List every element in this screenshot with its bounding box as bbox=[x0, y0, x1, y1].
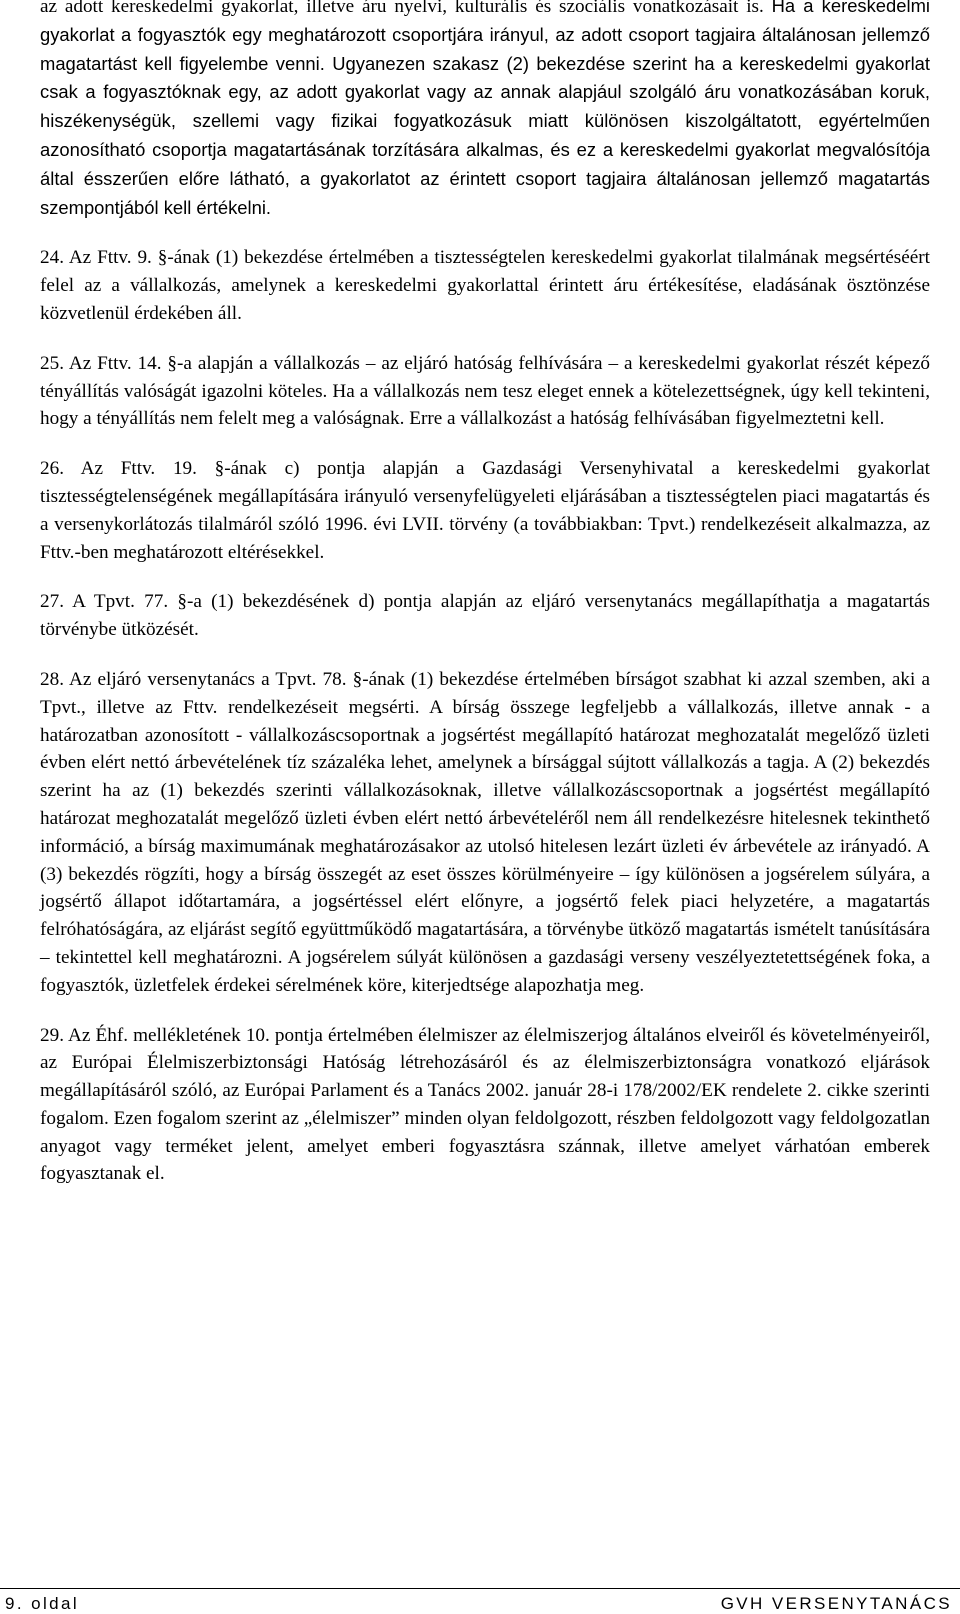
paragraph-29: 29. Az Éhf. mellékletének 10. pontja értelmében élelmiszer az élelmiszerjog általános elveiről és követelményeiről, az Európai Élelmiszerbiztonsági Hatóság létrehozásáról és az élelmiszerbiztonságra vonatkozó eljárások megállapításáról szóló, az Európai Parlament és a Tanács 2002. január 28-i 178/2002/EK rendelete 2. cikke szerinti fogalom. Ezen fogalom szerint az „élelmiszer” minden olyan feldolgozott, részben feldolgozott vagy feldolgozatlan anyagot vagy terméket jelent, amelyet emberi fogyasztásra szánnak, illetve amelyet várhatóan emberek fogyasztanak el. bbox=[40, 1024, 930, 1185]
page-number: 9. oldal bbox=[5, 1594, 80, 1613]
paragraph-sans-text: Ha a kereskedelmi gyakorlat a fogyasztók egy meghatározott csoportjára irányul, az adott csoport tagjaira általánosan jellemző magatartást kell figyelembe venni. Ugyanezen szakasz (2) bekezdése szerint ha a kereskedelmi gyakorlat csak a fogyasztóknak egy, az adott gyakorlat vagy az annak alapjául szolgáló áru vonatkozásában koruk, hiszékenységük, szellemi vagy fizikai fogyatkozásuk miatt különösen kiszolgáltatott, egyértelműen azonosítható csoportja magatartásának torzítására alkalmas, és ez a kereskedelmi gyakorlat megvalósítója által ésszerűen előre látható, a gyakorlatot az érintett csoport tagjaira általánosan jellemző magatartás szempontjából kell értékelni. bbox=[40, 0, 930, 218]
paragraph-26: 26. Az Fttv. 19. §-ának c) pontja alapján a Gazdasági Versenyhivatal a kereskedelmi gyakorlat tisztességtelenségének megállapítására irányuló versenyfelügyeleti eljárásában a tisztességtelen piaci magatartás és a versenykorlátozás tilalmáról szóló 1996. évi LVII. törvény (a továbbiakban: Tpvt.) rendelkezéseit alkalmazza, az Fttv.-ben meghatározott eltérésekkel. bbox=[40, 458, 930, 563]
footer-divider bbox=[0, 1588, 960, 1589]
document-body bbox=[40, 0, 930, 1188]
page-footer bbox=[0, 1594, 960, 1613]
paragraph-23-continuation bbox=[40, 0, 930, 222]
paragraph-24: 24. Az Fttv. 9. §-ának (1) bekezdése értelmében a tisztességtelen kereskedelmi gyakorlat tilalmának megsértéséért felel az a vállalkozás, amelynek a kereskedelmi gyakorlattal érintett áru értékesítése, eladásának ösztönzése közvetlenül érdekében áll. bbox=[40, 247, 930, 324]
paragraph-28: 28. Az eljáró versenytanács a Tpvt. 78. §-ának (1) bekezdése értelmében bírságot szabhat ki azzal szemben, aki a Tpvt., illetve az Fttv. rendelkezéseit megsérti. A bírság összege legfeljebb a vállalkozás, illetve annak - a határozatban azonosított - vállalkozáscsoportnak a jogsértést megállapító határozat meghozatalát megelőző üzleti évben elért nettó árbevételének tíz százaléka lehet, amelynek a bírsággal sújtott vállalkozás a tagja. A (2) bekezdés szerint ha az (1) bekezdés szerinti vállalkozásoknak, illetve vállalkozáscsoportnak a jogsértést megállapító határozat meghozatalát megelőző üzleti évben elért nettó árbevételéről nem áll rendelkezésre hitelesnek tekinthető információ, a bírság maximumának meghatározásakor az utolsó hitelesen lezárt üzleti év árbevétele az irányadó. A (3) bekezdés rögzíti, hogy a bírság összegét az eset összes körülményeire – így különösen a jogsérelem súlyára, a jogsértő állapot időtartamára, a jogsértéssel elért előnyre, a jogsértő felek piaci helyzetére, a magatartás felróhatóságára, az eljárást segítő együttműködő magatartására, a törvénybe ütköző magatartás ismételt tanúsítására – tekintettel kell meghatározni. A jogsérelem súlyát különösen a gazdasági verseny veszélyeztetettségének foka, a fogyasztók, üzletfelek érdekei sérelmének köre, kiterjedtsége alapozhatja meg. bbox=[40, 668, 930, 996]
paragraph-line: az adott kereskedelmi gyakorlat, illetve áru nyelvi, kulturális és szociális vonatkozásait is. bbox=[40, 0, 764, 17]
paragraph-27: 27. A Tpvt. 77. §-a (1) bekezdésének d) pontja alapján az eljáró versenytanács megállapíthatja a magatartás törvénybe ütközését. bbox=[40, 591, 930, 641]
paragraph-25: 25. Az Fttv. 14. §-a alapján a vállalkozás – az eljáró hatóság felhívására – a kereskedelmi gyakorlat részét képező tényállítás valóságát igazolni köteles. Ha a vállalkozás nem tesz eleget ennek a kötelezettségnek, úgy kell tekinteni, hogy a tényállítás nem felelt meg a valóságnak. Erre a vállalkozást a hatóság felhívásában figyelmeztetni kell. bbox=[40, 352, 930, 430]
footer-org-name: GVH VERSENYTANÁCS bbox=[720, 1594, 952, 1613]
